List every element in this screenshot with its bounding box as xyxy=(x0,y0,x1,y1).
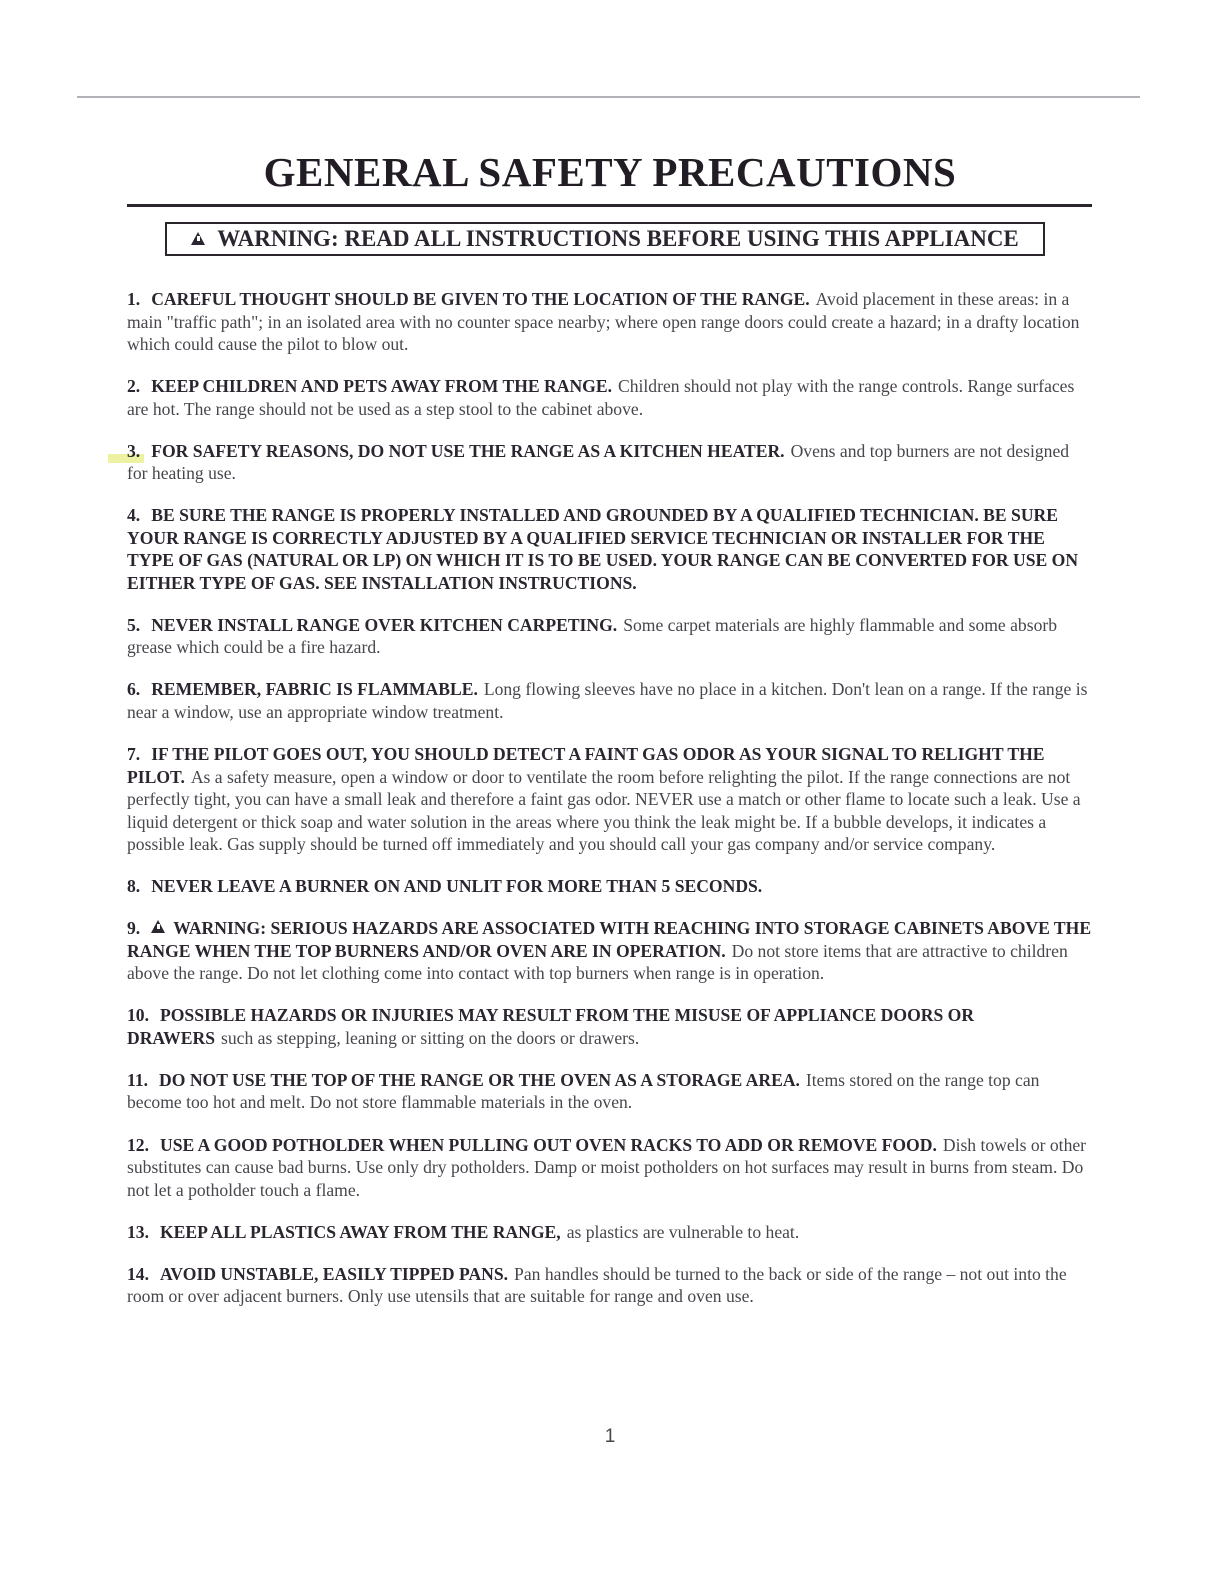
item-heading: AVOID UNSTABLE, EASILY TIPPED PANS. xyxy=(160,1263,509,1284)
precaution-item xyxy=(127,1134,1092,1202)
item-number: 10. xyxy=(127,1005,149,1026)
item-number: 6. xyxy=(127,679,141,700)
warning-triangle-icon xyxy=(151,920,165,933)
item-heading: USE A GOOD POTHOLDER WHEN PULLING OUT OVEN RACKS TO ADD OR REMOVE FOOD. xyxy=(160,1134,937,1155)
item-number: 3. xyxy=(127,440,141,461)
item-heading: KEEP CHILDREN AND PETS AWAY FROM THE RANGE. xyxy=(151,376,612,397)
precaution-item xyxy=(127,440,1092,485)
item-body: Long flowing sleeves have no place in a kitchen. Don't lean on a range. If the range is near a window, use an appropriate window treatment. xyxy=(127,679,1088,722)
item-body: Avoid placement in these areas: in a main "traffic path"; in an isolated area with no counter space nearby; where open range doors could create a hazard; in a drafty location which could cause the pilot to blow out. xyxy=(127,289,1080,354)
item-number: 9. xyxy=(127,918,141,939)
item-number: 14. xyxy=(127,1263,149,1284)
item-number: 5. xyxy=(127,614,141,635)
precaution-item xyxy=(127,1263,1092,1308)
item-body: Ovens and top burners are not designed for heating use. xyxy=(127,440,1070,484)
precaution-item xyxy=(127,1004,1092,1049)
item-heading: CAREFUL THOUGHT SHOULD BE GIVEN TO THE LOCATION OF THE RANGE. xyxy=(151,289,810,309)
item-number: 11. xyxy=(127,1069,149,1090)
item-number: 13. xyxy=(127,1221,149,1242)
page-title: GENERAL SAFETY PRECAUTIONS xyxy=(263,149,957,195)
precaution-item xyxy=(127,288,1092,356)
item-body: Do not store items that are attractive to children above the range. Do not let clothing come into contact with top burners when range is in operation. xyxy=(127,940,1068,984)
precaution-item xyxy=(127,678,1092,723)
item-number: 4. xyxy=(127,505,141,526)
item-body: such as stepping, leaning or sitting on the doors or drawers. xyxy=(221,1027,640,1048)
item-number: 8. xyxy=(127,876,141,897)
item-body: Items stored on the range top can become too hot and melt. Do not store flammable materials in the oven. xyxy=(127,1069,1040,1113)
item-heading: NEVER INSTALL RANGE OVER KITCHEN CARPETING. xyxy=(151,614,618,635)
item-body: Some carpet materials are highly flammable and some absorb grease which could be a fire hazard. xyxy=(127,614,1058,658)
item-body: As a safety measure, open a window or door to ventilate the room before relighting the pilot. If the range connections are not perfectly tight, you can have a small leak and therefore a faint gas odor. NEVER use a match or other flame to locate such a leak. Use a liquid detergent or thick soap and water solution in the areas where you think the leak might be. If a bubble develops, it indicates a possible leak. Gas supply should be turned off immediately and you should call your gas company and/or service company. xyxy=(127,766,1081,855)
item-body: as plastics are vulnerable to heat. xyxy=(566,1221,800,1242)
page-number: 1 xyxy=(604,1426,616,1447)
item-number: 7. xyxy=(127,744,141,765)
warning-triangle-icon xyxy=(191,232,205,245)
precautions-list xyxy=(127,288,1092,1327)
precaution-item xyxy=(127,1069,1092,1114)
warning-banner xyxy=(165,222,1045,256)
item-body: Pan handles should be turned to the back or side of the range – not out into the room or over adjacent burners. Only use utensils that are suitable for range and oven use. xyxy=(127,1263,1067,1307)
item-heading: FOR SAFETY REASONS, DO NOT USE THE RANGE AS A KITCHEN HEATER. xyxy=(151,440,785,461)
title-underline xyxy=(127,204,1092,207)
item-body: Dish towels or other substitutes can cause bad burns. Use only dry potholders. Damp or moist potholders on hot surfaces may result in burns from steam. Do not let a potholder touch a flame. xyxy=(127,1134,1087,1200)
item-heading: REMEMBER, FABRIC IS FLAMMABLE. xyxy=(151,679,478,700)
precaution-item xyxy=(127,614,1092,659)
item-number: 12. xyxy=(127,1134,149,1155)
item-heading: DO NOT USE THE TOP OF THE RANGE OR THE OVEN AS A STORAGE AREA. xyxy=(159,1069,800,1090)
item-heading: BE SURE THE RANGE IS PROPERLY INSTALLED AND GROUNDED BY A QUALIFIED TECHNICIAN. BE SURE YOUR RANGE IS CORRECTLY ADJUSTED BY A QUALIFIED SERVICE TECHNICIAN OR INSTALLER FOR THE TYPE OF GAS (NATURAL OR LP) ON WHICH IT IS TO BE USED. YOUR RANGE CAN BE CONVERTED FOR USE ON EITHER TYPE OF GAS. SEE INSTALLATION INSTRUCTIONS. xyxy=(127,505,1079,593)
precaution-item xyxy=(127,875,1092,898)
precaution-item xyxy=(127,917,1092,985)
item-heading: NEVER LEAVE A BURNER ON AND UNLIT FOR MORE THAN 5 SECONDS. xyxy=(151,876,763,897)
item-number: 1. xyxy=(127,289,141,309)
item-heading: KEEP ALL PLASTICS AWAY FROM THE RANGE, xyxy=(160,1221,561,1242)
warning-text: WARNING: READ ALL INSTRUCTIONS BEFORE USING THIS APPLIANCE xyxy=(217,226,1019,251)
precaution-item xyxy=(127,375,1092,420)
top-divider xyxy=(77,96,1140,98)
item-heading: POSSIBLE HAZARDS OR INJURIES MAY RESULT FROM THE MISUSE OF APPLIANCE DOORS OR DRAWERS xyxy=(127,1005,975,1048)
item-heading: WARNING: SERIOUS HAZARDS ARE ASSOCIATED WITH REACHING INTO STORAGE CABINETS ABOVE THE RANGE WHEN THE TOP BURNERS AND/OR OVEN ARE IN OPERATION. xyxy=(127,918,1092,961)
precaution-item xyxy=(127,504,1092,594)
item-number: 2. xyxy=(127,376,141,397)
item-body: Children should not play with the range controls. Range surfaces are hot. The range should not be used as a step stool to the cabinet above. xyxy=(127,376,1075,419)
item-heading: IF THE PILOT GOES OUT, YOU SHOULD DETECT A FAINT GAS ODOR AS YOUR SIGNAL TO RELIGHT THE PILOT. xyxy=(127,744,1045,787)
precaution-item xyxy=(127,743,1092,856)
precaution-item xyxy=(127,1221,1092,1244)
